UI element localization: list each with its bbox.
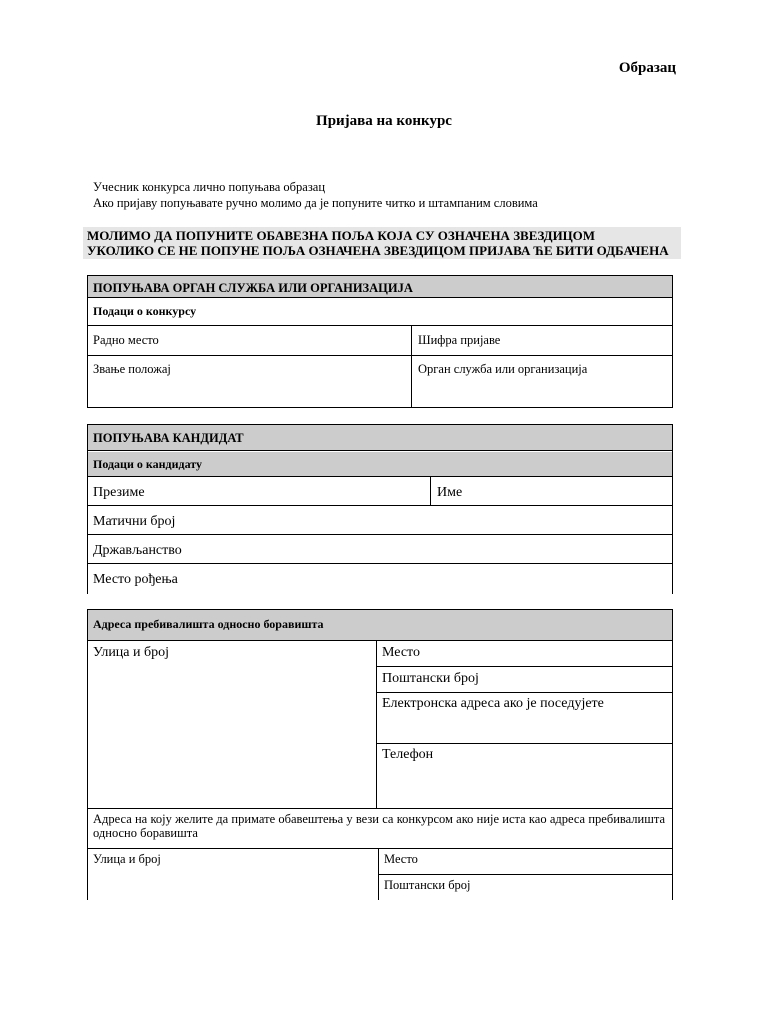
alt-street-field[interactable]: Улица и број (93, 852, 161, 866)
alt-postal-code-field[interactable]: Поштански број (384, 878, 471, 892)
surname-field[interactable]: Презиме (93, 485, 145, 500)
form-code: Образац (618, 60, 676, 76)
street-field[interactable]: Улица и број (93, 645, 170, 660)
warning-line-1: МОЛИМО ДА ПОПУНИТЕ ОБАВЕЗНА ПОЉА КОЈА СУ ОЗНАЧЕНА ЗВЕЗДИЦОМ (87, 228, 596, 243)
alt-city-field[interactable]: Место (384, 852, 418, 866)
address-section-title: Адреса пребивалишта односно боравишта (93, 617, 324, 631)
section-candidate-title: ПОПУЊАВА КАНДИДАТ (93, 431, 244, 445)
divider (87, 297, 673, 298)
divider (378, 874, 673, 875)
contest-data-label: Подаци о конкурсу (93, 304, 197, 318)
section-address-table (87, 609, 673, 900)
postal-code-field[interactable]: Поштански број (382, 671, 479, 686)
birthplace-field[interactable]: Место рођења (93, 572, 178, 587)
citizenship-field[interactable]: Држављанство (93, 543, 182, 558)
intro-line-2: Ако пријаву попуњавате ручно молимо да је попуните читко и штампаним словима (93, 196, 538, 210)
divider (430, 476, 431, 505)
warning-line-2: УКОЛИКО СЕ НЕ ПОПУНЕ ПОЉА ОЗНАЧЕНА ЗВЕЗДИЦОМ ПРИЈАВА ЋЕ БИТИ ОДБАЧЕНА (87, 243, 669, 258)
divider (376, 666, 673, 667)
divider (87, 355, 673, 356)
section-organ-title: ПОПУЊАВА ОРГАН СЛУЖБА ИЛИ ОРГАНИЗАЦИЈА (93, 281, 413, 295)
application-code-field[interactable]: Шифра пријаве (418, 333, 501, 347)
intro-line-1: Учесник конкурса лично попуњава образац (93, 180, 326, 194)
email-field[interactable]: Електронска адреса ако је поседујете (382, 696, 604, 711)
name-field[interactable]: Име (437, 485, 463, 500)
required-fields-warning (83, 227, 681, 259)
candidate-data-label: Подаци о кандидату (93, 457, 203, 471)
divider (411, 325, 412, 408)
divider (376, 692, 673, 693)
jmbg-field[interactable]: Матични број (93, 514, 176, 529)
divider (87, 640, 673, 641)
divider (376, 743, 673, 744)
page-title: Пријава на конкурс (316, 113, 452, 129)
divider (87, 848, 673, 849)
organ-field[interactable]: Орган служба или организација (418, 362, 588, 376)
rank-field[interactable]: Звање положај (93, 362, 171, 376)
divider (87, 325, 673, 326)
alt-address-note: Адреса на коју желите да примате обавештења у вези са конкурсом ако није иста као адреса пребивалишта односно боравишта (93, 812, 665, 840)
divider (87, 534, 673, 535)
divider (87, 450, 673, 451)
divider (87, 505, 673, 506)
divider (87, 563, 673, 564)
position-field[interactable]: Радно место (93, 333, 159, 347)
phone-field[interactable]: Телефон (382, 747, 434, 762)
divider (87, 476, 673, 477)
city-field[interactable]: Место (382, 645, 420, 660)
divider (87, 808, 673, 809)
